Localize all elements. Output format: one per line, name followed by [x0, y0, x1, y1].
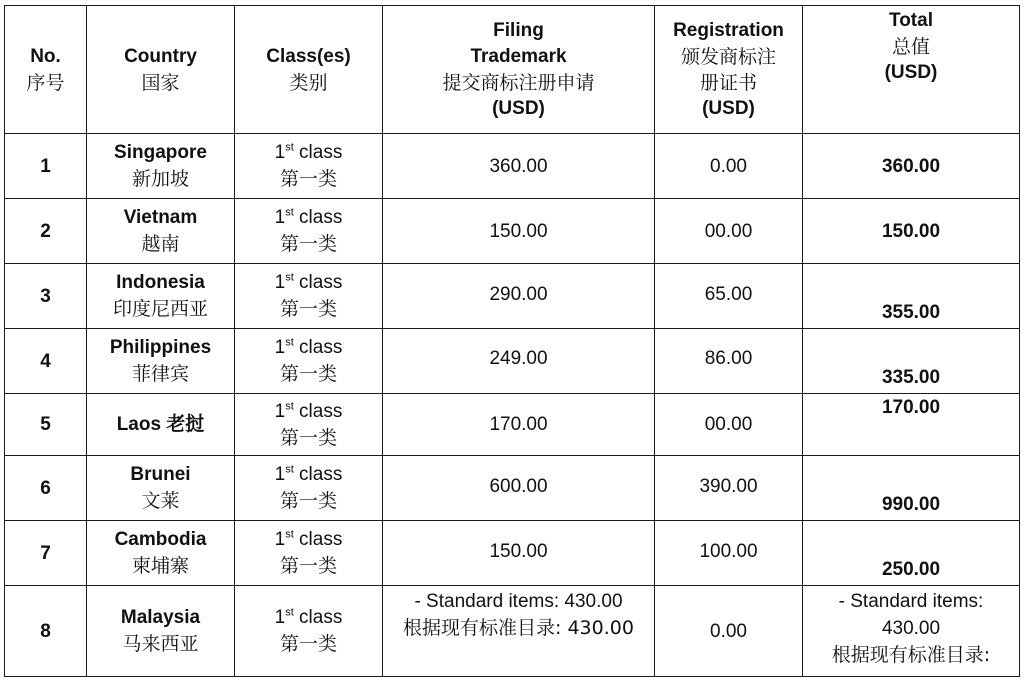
registration-fee: 390.00 [655, 456, 803, 521]
country-cell: Vietnam 越南 [87, 199, 235, 264]
header-country: Country 国家 [87, 6, 235, 134]
registration-fee: 0.00 [655, 134, 803, 199]
header-row [5, 6, 1020, 134]
country-cell: Brunei 文莱 [87, 456, 235, 521]
total-fee: 355.00 [803, 264, 1020, 329]
country-cell: Indonesia 印度尼西亚 [87, 264, 235, 329]
class-cell: 1st class 第一类 [235, 264, 383, 329]
filing-fee: 290.00 [383, 264, 655, 329]
table-row [5, 521, 1020, 586]
total-fee: 170.00 [803, 394, 1020, 456]
registration-fee: 100.00 [655, 521, 803, 586]
class-cell: 1st class 第一类 [235, 456, 383, 521]
header-total: Total 总值 (USD) [803, 6, 1020, 134]
country-cell: Philippines 菲律宾 [87, 329, 235, 394]
total-fee: 335.00 [803, 329, 1020, 394]
total-standard-items: - Standard items: [838, 591, 984, 612]
registration-fee: 86.00 [655, 329, 803, 394]
row-number: 8 [5, 586, 87, 677]
total-standard-items-cn: 根据现有标准目录: [831, 644, 991, 666]
header-classes: Class(es) 类别 [235, 6, 383, 134]
header-no: No. 序号 [5, 6, 87, 134]
country-cell: Cambodia 柬埔寨 [87, 521, 235, 586]
total-fee: 360.00 [803, 134, 1020, 199]
class-cell: 1st class 第一类 [235, 586, 383, 677]
filing-fee: 170.00 [383, 394, 655, 456]
registration-fee: 65.00 [655, 264, 803, 329]
total-standard-items-value: 430.00 [881, 618, 941, 639]
filing-standard-items: - Standard items: 430.00 [414, 591, 623, 612]
filing-fee: 150.00 [383, 199, 655, 264]
country-cell: Singapore 新加坡 [87, 134, 235, 199]
table-row [5, 264, 1020, 329]
country-cell: Malaysia 马来西亚 [87, 586, 235, 677]
filing-standard-items-cn: 根据现有标准目录: 430.00 [403, 617, 634, 639]
class-cell: 1st class 第一类 [235, 134, 383, 199]
class-cell: 1st class 第一类 [235, 521, 383, 586]
class-cell: 1st class 第一类 [235, 329, 383, 394]
country-cell: Laos 老挝 [87, 394, 235, 456]
class-cell: 1st class 第一类 [235, 394, 383, 456]
table-row [5, 456, 1020, 521]
row-number: 3 [5, 264, 87, 329]
row-number: 4 [5, 329, 87, 394]
class-cell: 1st class 第一类 [235, 199, 383, 264]
table-row [5, 134, 1020, 199]
total-fee: 150.00 [803, 199, 1020, 264]
row-number: 2 [5, 199, 87, 264]
total-fee: 250.00 [803, 521, 1020, 586]
table-row [5, 586, 1020, 677]
table-row [5, 329, 1020, 394]
table-row [5, 199, 1020, 264]
total-fee [803, 586, 1020, 677]
row-number: 1 [5, 134, 87, 199]
registration-fee: 00.00 [655, 199, 803, 264]
registration-fee: 0.00 [655, 586, 803, 677]
row-number: 6 [5, 456, 87, 521]
header-registration: Registration 颁发商标注 册证书 (USD) [655, 6, 803, 134]
filing-fee: 600.00 [383, 456, 655, 521]
registration-fee: 00.00 [655, 394, 803, 456]
filing-fee: 360.00 [383, 134, 655, 199]
table-row [5, 394, 1020, 456]
filing-fee: 150.00 [383, 521, 655, 586]
total-fee: 990.00 [803, 456, 1020, 521]
header-filing: Filing Trademark 提交商标注册申请 (USD) [383, 6, 655, 134]
trademark-fee-table [4, 5, 1020, 677]
row-number: 5 [5, 394, 87, 456]
filing-fee: 249.00 [383, 329, 655, 394]
filing-fee [383, 586, 655, 677]
row-number: 7 [5, 521, 87, 586]
